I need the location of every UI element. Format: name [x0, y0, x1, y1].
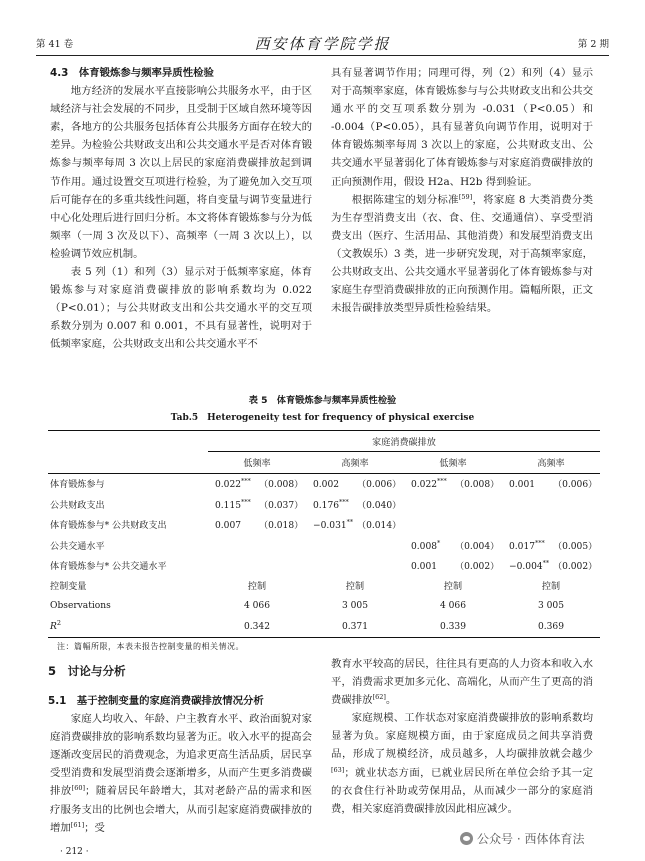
coefficient-value: 0.176 — [313, 500, 340, 511]
citation: [62] — [372, 693, 386, 702]
column-header: 高频率 — [502, 452, 600, 473]
watermark-text: 公众号 · 西体体育法 — [477, 832, 585, 846]
significance-stars: *** — [339, 497, 349, 506]
table-cell — [306, 473, 404, 494]
paragraph — [331, 191, 593, 318]
text-run: 教育水平较高的居民，往往具有更高的人力资本和收入水平，消费需求更加多元化、高端化，从而产生了更高的消费碳排放 — [331, 658, 593, 707]
table-header-row — [48, 452, 600, 473]
row-label — [48, 617, 208, 638]
coefficient-value: 0.001 — [509, 480, 536, 491]
left-column-top — [50, 64, 312, 354]
coefficient-value: 0.001 — [411, 562, 438, 573]
standard-error: （0.006） — [357, 480, 402, 491]
table-cell: 4 066 — [243, 601, 271, 612]
section-heading-5-1: 5.1 基于控制变量的家庭消费碳排放情况分析 — [48, 695, 264, 707]
group-header: 家庭消费碳排放 — [208, 431, 600, 452]
coefficient — [411, 538, 455, 552]
table-title-en: Tab.5 Heterogeneity test for frequency of physical exercise — [170, 413, 475, 423]
coefficient — [411, 477, 455, 491]
coefficient — [215, 497, 259, 511]
table-cell: 3 005 — [341, 601, 369, 612]
coefficient-value: −0.004 — [509, 562, 543, 573]
text-run: 家庭人均收入、年龄、户主教育水平、政治面貌对家庭消费碳排放的影响系数均显著为正。收入水平的提高会逐渐改变居民的消费观念，为追求更高生活品质，居民享受型消费和发展型消费会逐渐增多，从而产生更多消费碳排放 — [50, 713, 312, 798]
journal-title: 西安体育学院学报 — [254, 35, 391, 53]
standard-error: （0.037） — [259, 500, 304, 511]
row-label: Observations — [50, 601, 111, 612]
row-label: 公共交通水平 — [50, 541, 105, 552]
table-row — [48, 494, 600, 514]
coefficient — [509, 480, 553, 490]
row-label: 公共财政支出 — [50, 500, 105, 511]
standard-error: （0.014） — [357, 521, 402, 532]
table-cell — [404, 535, 502, 555]
coefficient — [313, 518, 357, 532]
row-label: 体育锻炼参与* 公共交通水平 — [50, 562, 167, 573]
standard-error: （0.008） — [259, 480, 304, 491]
coefficient — [313, 497, 357, 511]
table-cell — [502, 494, 600, 514]
coefficient-value: 0.002 — [313, 480, 340, 491]
table-cell: 3 005 — [537, 601, 565, 612]
significance-stars: *** — [241, 497, 251, 506]
standard-error: （0.002） — [455, 562, 500, 573]
section-heading-5: 5 讨论与分析 — [48, 664, 126, 678]
row-label: 体育锻炼参与* 公共财政支出 — [50, 521, 167, 532]
standard-error: （0.004） — [455, 541, 500, 552]
significance-stars: ** — [346, 518, 354, 527]
text-run: ；受 — [84, 821, 105, 834]
table-row — [48, 555, 600, 575]
issue-label: 第 2 期 — [577, 39, 609, 50]
citation: [63] — [331, 765, 345, 774]
table-cell — [404, 494, 502, 514]
table-title-cn: 表 5 体育锻炼参与频率异质性检验 — [248, 395, 397, 406]
table-row — [48, 596, 600, 616]
standard-error: （0.008） — [455, 480, 500, 491]
citation: [60] — [71, 784, 86, 793]
coefficient — [509, 559, 553, 573]
standard-error: （0.040） — [357, 500, 402, 511]
table-cell — [306, 494, 404, 514]
wechat-icon — [460, 832, 473, 845]
table-cell — [208, 555, 306, 575]
column-header: 低频率 — [208, 452, 306, 473]
column-header: 低频率 — [404, 452, 502, 473]
table-cell: 控制 — [345, 582, 365, 593]
table-cell — [208, 473, 306, 494]
table-row — [48, 473, 600, 494]
table-row — [48, 576, 600, 596]
row-label: 控制变量 — [50, 582, 87, 593]
table-cell — [404, 515, 502, 535]
table-cell — [208, 515, 306, 535]
r-superscript: 2 — [56, 618, 61, 627]
coefficient — [215, 521, 259, 531]
table-row — [48, 515, 600, 535]
significance-stars: * — [437, 538, 441, 547]
coefficient — [509, 538, 553, 552]
page-header — [36, 33, 609, 55]
coefficient-value: 0.017 — [509, 541, 536, 552]
text-run: 根据陈建宝的划分标准 — [351, 193, 459, 206]
watermark — [460, 830, 584, 847]
table-cell — [306, 515, 404, 535]
text-run: ，将家庭 8 大类消费分类为生存型消费支出（衣、食、住、交通通信）、享受型消费支出（医疗、生活用品、其他消费）和发展型消费支出（文教娱乐）3 类，进一步研究发现，对于高频率家庭，公共财政支出、公共交通水平显著弱化了体育锻炼参与对家庭生存型消费碳排放的正向预测作用。篇幅所限，正文未报告碳排放类型异质性检验结果。 — [331, 193, 594, 315]
coefficient-value: 0.022 — [411, 480, 438, 491]
table-row — [48, 535, 600, 555]
text-run: 家庭规模、工作状态对家庭消费碳排放的影响系数均显著为负。家庭规模方面，由于家庭成员之间共享消费品，形成了规模经济，成员越多，人均碳排放就会越少 — [331, 712, 593, 761]
significance-stars: *** — [241, 477, 251, 486]
table-cell: 0.339 — [404, 617, 502, 638]
table-cell: 控制 — [247, 582, 267, 593]
standard-error: （0.002） — [553, 562, 598, 573]
table-cell — [502, 555, 600, 575]
coefficient-value: 0.008 — [411, 541, 438, 552]
section-heading-4-3: 4.3 体育锻炼参与频率异质性检验 — [50, 67, 214, 79]
citation: [61] — [70, 820, 85, 829]
standard-error: （0.005） — [553, 541, 598, 552]
header-rule — [36, 55, 609, 56]
table-header-row — [48, 431, 600, 452]
table-cell — [404, 555, 502, 575]
table-cell: 0.371 — [306, 617, 404, 638]
table-cell: 0.369 — [502, 617, 600, 638]
coefficient — [411, 562, 455, 572]
text-run: 。 — [385, 694, 397, 707]
standard-error: （0.018） — [259, 521, 304, 532]
table-body — [48, 473, 600, 575]
significance-stars: ** — [542, 559, 550, 568]
coefficient-value: −0.031 — [313, 521, 347, 532]
table-cell — [208, 535, 306, 555]
citation: [59] — [458, 192, 473, 201]
text-run: ；随着居民年龄增大，其对老龄产品的需求和医疗服务支出的比例也会增大，从而引起家庭消费碳排放的增加 — [50, 785, 313, 834]
text-run: ；就业状态方面，已就业居民所在单位会给予其一定的衣食住行补助或劳保用品，从而减少一部分的家庭消费，相关家庭消费碳排放因此相应减少。 — [331, 766, 593, 815]
column-header: 高频率 — [306, 452, 404, 473]
table-corner — [48, 431, 208, 452]
volume-label: 第 41 卷 — [36, 39, 74, 50]
coefficient-value: 0.022 — [215, 480, 242, 491]
coefficient-value: 0.115 — [215, 500, 242, 511]
table-cell — [502, 535, 600, 555]
page-number: · 212 · — [60, 847, 89, 857]
coefficient — [313, 480, 357, 490]
table-cell: 4 066 — [439, 601, 467, 612]
table-cell: 控制 — [541, 582, 561, 593]
left-column-bottom — [50, 662, 312, 837]
paragraph — [50, 710, 312, 837]
row-label: 体育锻炼参与 — [50, 480, 105, 491]
coefficient — [215, 477, 259, 491]
paragraph — [331, 655, 593, 709]
significance-stars: *** — [535, 538, 545, 547]
table-note: 注：篇幅所限，本表未报告控制变量的相关情况。 — [57, 642, 244, 651]
r-symbol: R — [50, 621, 57, 632]
table-cell — [306, 535, 404, 555]
paragraph: 表 5 列（1）和列（3）显示对于低频率家庭，体育锻炼参与对家庭消费碳排放的影响系数均为 0.022（P<0.01）；与公共财政支出和公共交通水平的交互项系数分别为 0.007 和 0.001，不具有显著性，说明对于低频率家庭，公共财政支出和公共交通水平不 — [50, 266, 312, 351]
table-cell: 控制 — [443, 582, 463, 593]
table-corner — [48, 452, 208, 473]
right-column-bottom — [331, 655, 593, 818]
paragraph: 地方经济的发展水平直接影响公共服务水平，由于区域经济与社会发展的不同步，且受制于区域自然环境等因素，各地方的公共服务包括体育公共服务方面存在较大的差异。为检验公共财政支出和公共交通水平是否对体育锻炼参与频率每周 3 次以上居民的家庭消费碳排放起到调节作用。通过设置交互项进行检验，为了避免加入交互项后可能存在的多重共线性问题，将自变量与调节变量进行中心化处理后进行回归分析。本文将体育锻炼参与分为低频率（一周 3 次及以下）、高频率（一周 3 次以上），以检验调节效应机制。 — [50, 85, 312, 260]
table-5 — [48, 430, 600, 638]
table-cell — [404, 473, 502, 494]
paragraph — [331, 709, 593, 818]
table-cell: 0.342 — [208, 617, 306, 638]
coefficient-value: 0.007 — [215, 521, 242, 532]
table-row — [48, 617, 600, 638]
table-cell — [208, 494, 306, 514]
significance-stars: *** — [437, 477, 447, 486]
table-cell — [306, 555, 404, 575]
table-cell — [502, 473, 600, 494]
table-cell — [502, 515, 600, 535]
standard-error: （0.006） — [553, 480, 598, 491]
paragraph: 具有显著调节作用；同理可得，列（2）和列（4）显示对于高频率家庭，体育锻炼参与与公共财政支出和公共交通水平的交互项系数分别为 -0.031（P<0.05）和 -0.004（P<0.05），具有显著负向调节作用，说明对于体育锻炼频率每周 3 次以上的家庭，公共财政支出、公共交通水平显著弱化了体育锻炼参与对家庭消费碳排放的正向预测作用，假设 H2a、H2b 得到验证。 — [331, 67, 593, 188]
right-column-top — [331, 64, 593, 317]
